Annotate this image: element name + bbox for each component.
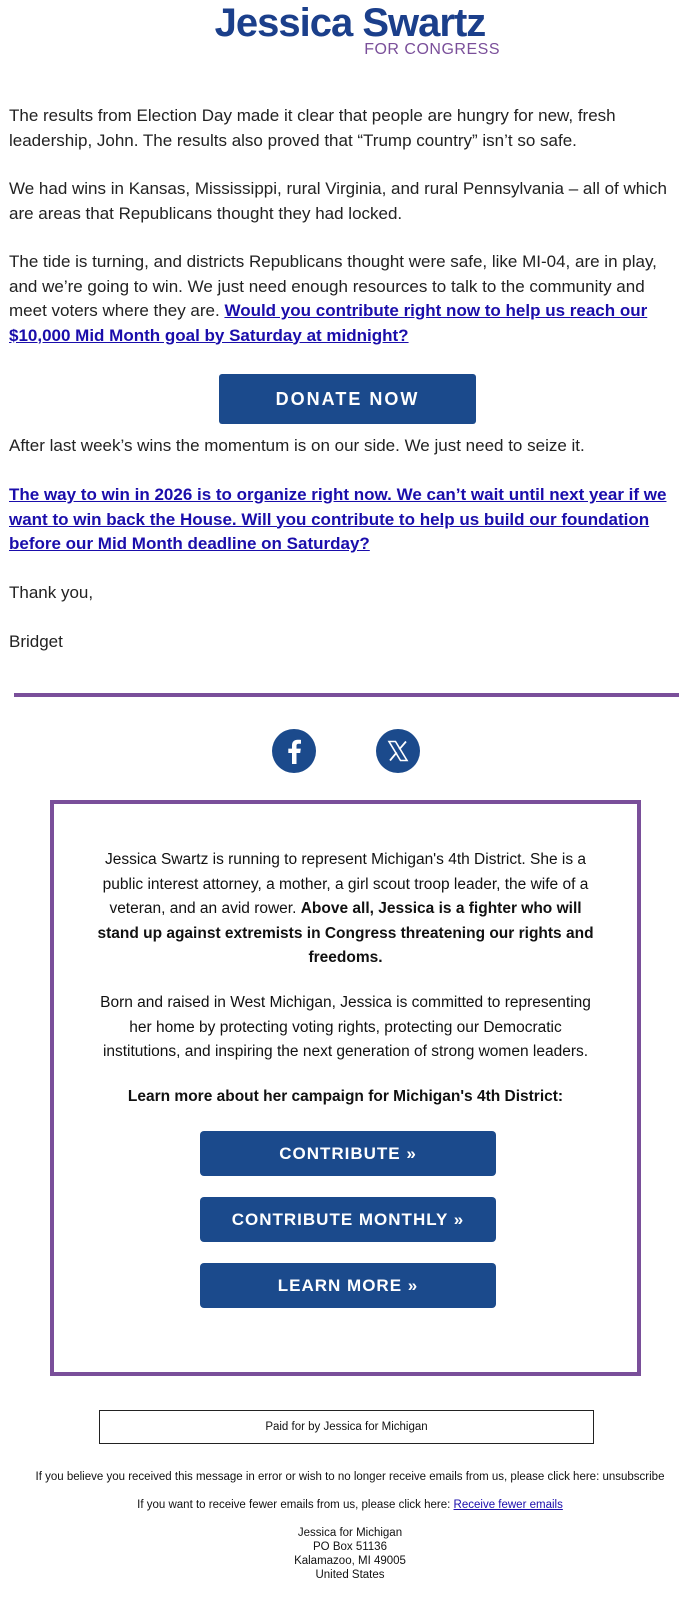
donate-now-button[interactable]: DONATE NOW: [219, 374, 476, 424]
organize-contribute-link[interactable]: The way to win in 2026 is to organize right now. We can’t wait until next year if we want to win back the House. Will you contribute to help us build our foundation before our Mid Month deadline on Saturday?: [9, 485, 667, 553]
signature: Bridget: [9, 632, 63, 651]
letter-paragraph-1: The results from Election Day made it clear that people are hungry for new, fresh leadership, John. The results also proved that “Trump country” isn’t so safe.: [9, 106, 616, 150]
bio-paragraph-2: Born and raised in West Michigan, Jessica is committed to representing her home by protecting voting rights, protecting our Democratic institutions, and inspiring the next generation of strong women leaders.: [100, 993, 591, 1061]
logo-name: Jessica Swartz: [214, 1, 486, 45]
mailing-address: Jessica for Michigan PO Box 51136 Kalamazoo, MI 49005 United States: [294, 1527, 406, 1581]
bio-paragraph-1: Jessica Swartz is running to represent Michigan's 4th District. She is a public interest attorney, a mother, a girl scout troop leader, the wife of a veteran, and an avid rower. Above all, Jessica is a fighter who will stand up against extremists in Congress threatening our rights and freedoms.: [97, 851, 594, 967]
learn-more-button[interactable]: LEARN MORE »: [200, 1263, 496, 1308]
letter-paragraph-3: The tide is turning, and districts Republicans thought were safe, like MI-04, are in play, and we’re going to win. We just need enough resources to talk to the community and meet voters where they are. Would you contribute right now to help us reach our $10,000 Mid Month goal by Saturday at midnight?: [9, 252, 657, 345]
x-icon[interactable]: [376, 729, 420, 773]
logo-subtitle: FOR CONGRESS: [364, 41, 500, 58]
unsubscribe-notice: If you believe you received this message in error or wish to no longer receive emails from us, please click here: unsubscribe: [35, 1471, 665, 1483]
receive-fewer-emails-link[interactable]: Receive fewer emails: [453, 1499, 563, 1511]
campaign-logo: [0, 0, 700, 62]
letter-paragraph-4: After last week’s wins the momentum is on our side. We just need to seize it.: [9, 436, 585, 455]
section-divider: [14, 693, 679, 697]
contribute-button[interactable]: CONTRIBUTE »: [200, 1131, 496, 1176]
letter-paragraph-2: We had wins in Kansas, Mississippi, rural Virginia, and rural Pennsylvania – all of which are areas that Republicans thought they had locked.: [9, 179, 667, 223]
paid-for-disclaimer: Paid for by Jessica for Michigan: [99, 1410, 594, 1444]
contribute-monthly-button[interactable]: CONTRIBUTE MONTHLY »: [200, 1197, 496, 1242]
letter-paragraph-5: [9, 483, 684, 557]
signoff: Thank you,: [9, 583, 94, 602]
contribute-goal-link[interactable]: Would you contribute right now to help us reach our $10,000 Mid Month goal by Saturday at midnight?: [9, 301, 648, 345]
fewer-emails-notice: If you want to receive fewer emails from us, please click here: Receive fewer emails: [137, 1499, 563, 1511]
bio-text: [94, 848, 597, 1109]
bio-learn-more-heading: Learn more about her campaign for Michigan's 4th District:: [127, 1087, 564, 1105]
bio-card: [50, 800, 641, 1376]
facebook-icon[interactable]: [272, 729, 316, 773]
